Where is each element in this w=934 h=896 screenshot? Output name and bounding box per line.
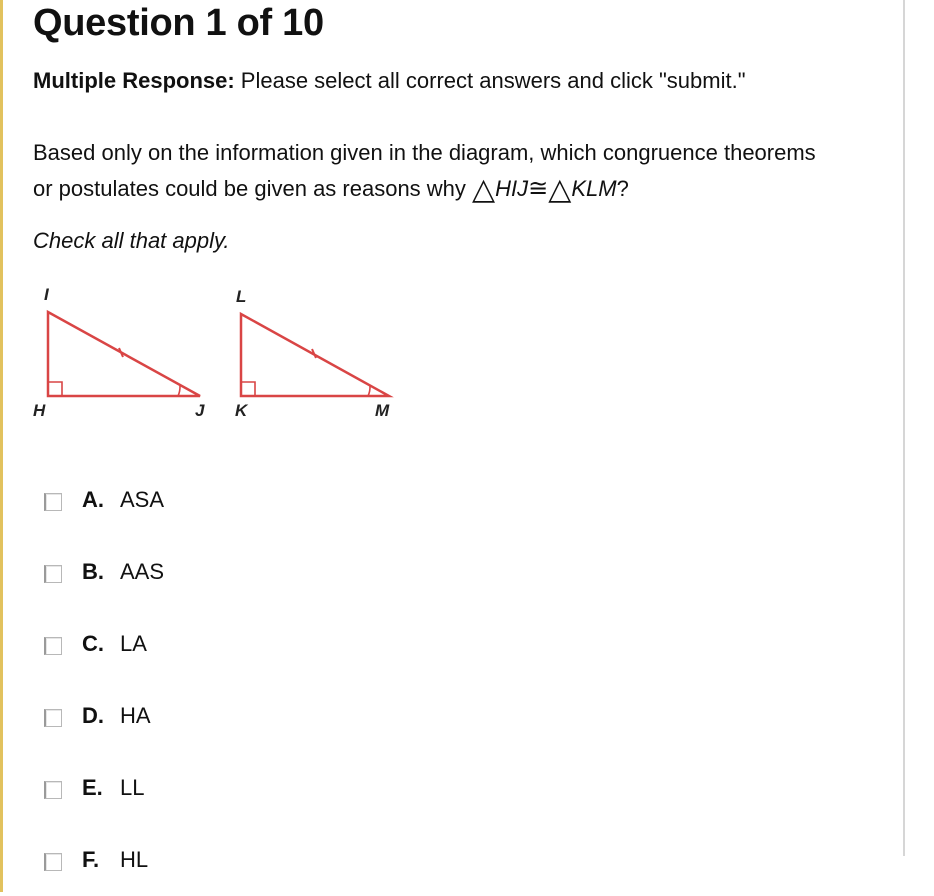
question-line-2-text: or postulates could be given as reasons why: [33, 176, 473, 201]
left-accent-bar: [0, 0, 3, 892]
choice-text[interactable]: HL: [120, 847, 149, 872]
choice-c[interactable]: [44, 608, 164, 680]
choice-letter: F.: [82, 847, 100, 872]
checkbox[interactable]: [44, 853, 62, 871]
choice-text[interactable]: LA: [120, 631, 147, 656]
triangle-klm-label: KLM: [571, 176, 617, 201]
triangle-hij: [48, 312, 200, 396]
label-j: J: [195, 401, 205, 420]
question-line-2: [33, 171, 903, 208]
checkbox[interactable]: [44, 565, 62, 583]
instructions: [33, 68, 746, 94]
triangles-diagram: [30, 282, 410, 432]
choice-d[interactable]: [44, 680, 164, 752]
question-text: [33, 135, 903, 208]
choice-letter: B.: [82, 559, 104, 584]
choice-text[interactable]: LL: [120, 775, 145, 800]
right-divider: [903, 0, 905, 856]
label-l: L: [236, 287, 247, 306]
choice-text[interactable]: AAS: [120, 559, 165, 584]
label-m: M: [375, 401, 390, 420]
label-k: K: [235, 401, 248, 420]
choice-letter: C.: [82, 631, 104, 656]
checkbox[interactable]: [44, 493, 62, 511]
question-mark: ?: [616, 176, 629, 201]
choice-text[interactable]: HA: [120, 703, 151, 728]
label-h: H: [33, 401, 46, 420]
triangle-icon: △: [472, 173, 496, 206]
choice-letter: E.: [82, 775, 103, 800]
question-line-1: Based only on the information given in the diagram, which congruence theorems: [33, 140, 816, 165]
checkbox[interactable]: [44, 709, 62, 727]
triangle-icon: △: [548, 173, 572, 206]
triangle-klm: [241, 314, 389, 396]
choice-f[interactable]: [44, 824, 164, 896]
choice-letter: D.: [82, 703, 104, 728]
choice-e[interactable]: [44, 752, 164, 824]
label-i: I: [44, 285, 49, 304]
choice-b[interactable]: [44, 536, 164, 608]
checkbox[interactable]: [44, 637, 62, 655]
choice-a[interactable]: [44, 464, 164, 536]
instructions-text: Please select all correct answers and click "submit.": [234, 68, 746, 93]
choice-list: [44, 464, 164, 896]
check-all-hint: Check all that apply.: [33, 228, 230, 253]
checkbox[interactable]: [44, 781, 62, 799]
choice-letter: A.: [82, 487, 104, 512]
question-title: Question 1 of 10: [33, 2, 324, 44]
choice-text[interactable]: ASA: [120, 487, 165, 512]
congruent-symbol: ≅: [528, 175, 549, 202]
instructions-label: Multiple Response:: [33, 68, 235, 93]
triangle-hij-label: HIJ: [495, 176, 529, 201]
